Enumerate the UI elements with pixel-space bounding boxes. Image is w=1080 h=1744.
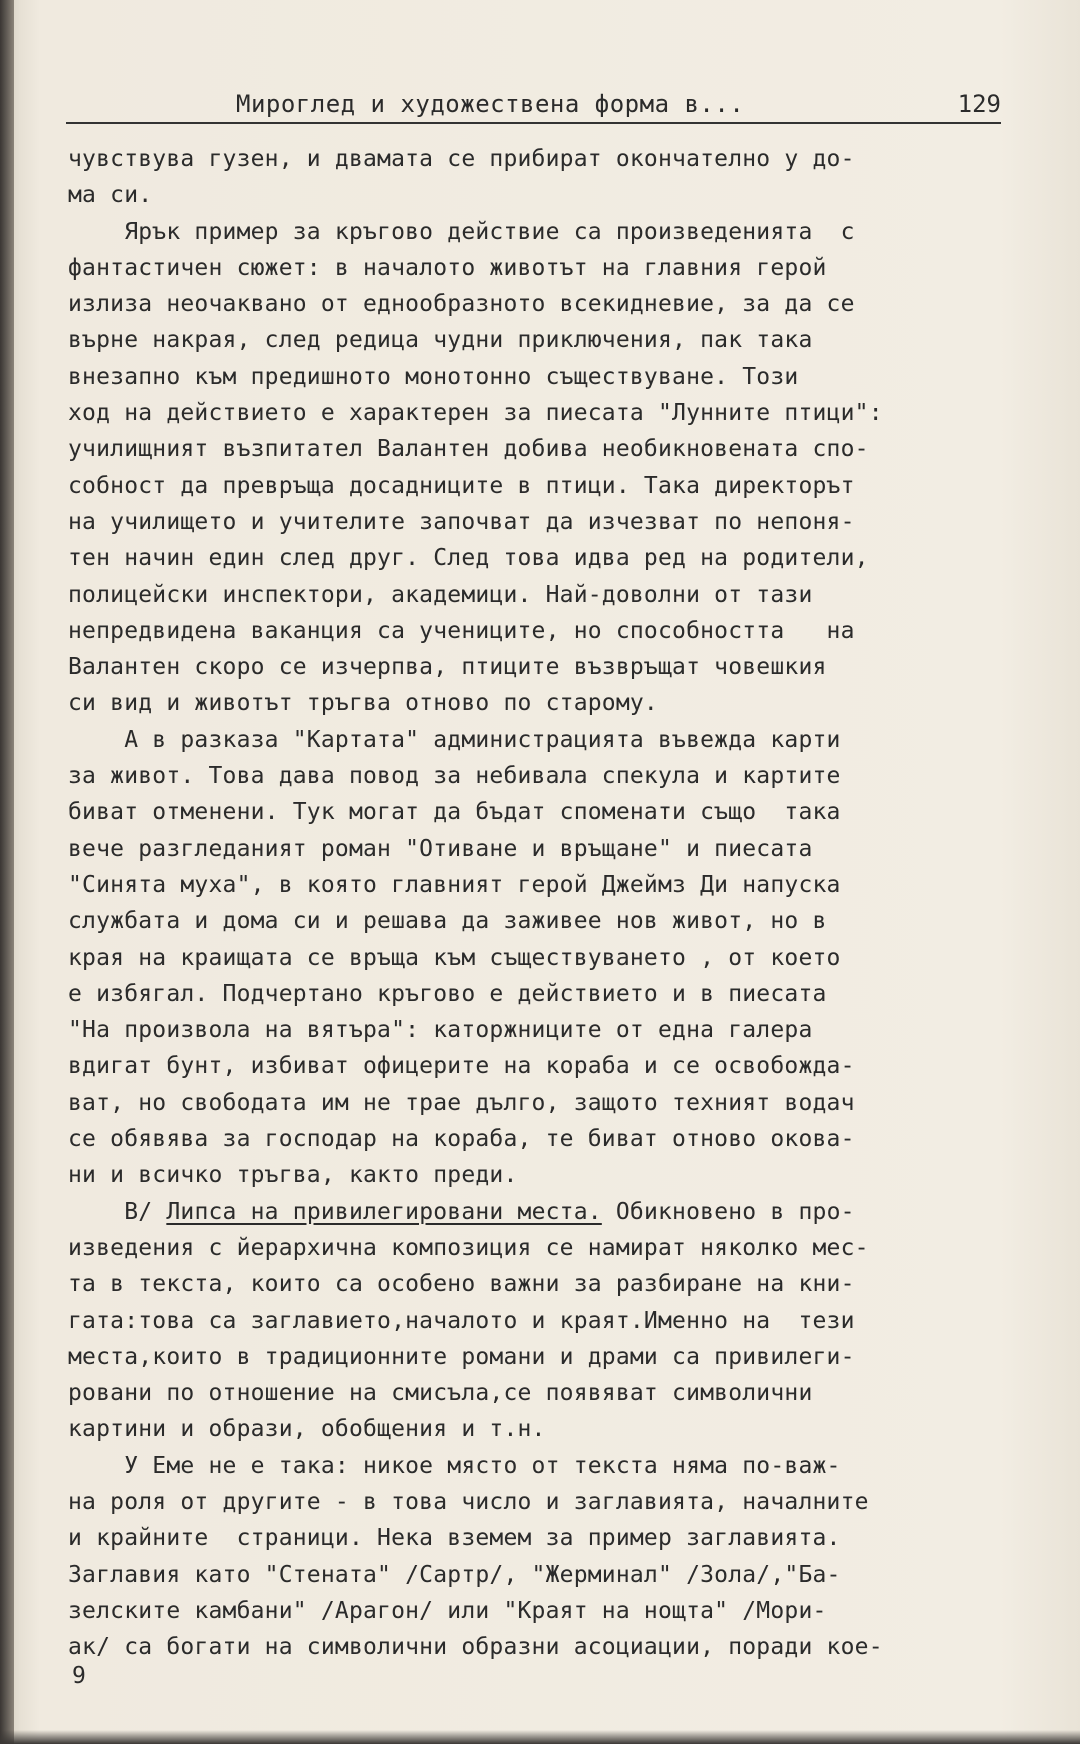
- text-line: върне накрая, след редица чудни приключения, пак така: [68, 327, 813, 354]
- text-line: "На произвола на вятъра": каторжниците от една галера: [68, 1017, 813, 1044]
- text-line: на роля от другите - в това число и заглавията, началните: [68, 1488, 869, 1515]
- text-line: У Еме не е така: никое място от текста няма по-важ-: [68, 1452, 841, 1479]
- text-line: полицейски инспектори, академици. Най-доволни от тази: [68, 581, 813, 608]
- text-line: биват отменени. Тук могат да бъдат споменати също така: [68, 799, 841, 826]
- text-line: тен начин един след друг. След това идва ред на родители,: [68, 545, 869, 572]
- text-line: на училището и учителите започват да изчезват по непоня-: [68, 508, 855, 535]
- text-line: се обявява за господар на кораба, те биват отново окова-: [68, 1126, 855, 1153]
- signature-number: 9: [72, 1663, 86, 1689]
- text-line: Заглавия като "Стената" /Сартр/, "Жерминал" /Зола/,"Ба-: [68, 1561, 841, 1588]
- text-line: и крайните страници. Нека вземем за пример заглавията.: [68, 1525, 841, 1552]
- text-line: гата:това са заглавието,началото и краят.Именно на тези: [68, 1307, 855, 1334]
- text-line: ход на действието е характерен за пиесата "Лунните птици":: [68, 400, 883, 427]
- text-line: непредвидена ваканция са учениците, но способността на: [68, 617, 855, 644]
- text-line: места,които в традиционните романи и драми са привилеги-: [68, 1343, 855, 1370]
- section-heading-line: [68, 1194, 1028, 1230]
- text-line: училищният възпитател Валантен добива необикновената спо-: [68, 436, 869, 463]
- text-line: чувствува гузен, и двамата се прибират окончателно у до-: [68, 146, 855, 172]
- running-header: [66, 86, 1001, 124]
- text-line: зелските камбани" /Арагон/ или "Краят на нощта" /Мори-: [68, 1597, 827, 1624]
- text-line: излиза неочаквано от еднообразното всекидневие, за да се: [68, 291, 855, 318]
- text-line: края на краищата се връща към съществуването , от което: [68, 944, 841, 971]
- text-line: картини и образи, обобщения и т.н.: [68, 1416, 546, 1443]
- text-line: вдигат бунт, избиват офицерите на кораба и се освобожда-: [68, 1053, 855, 1080]
- text-line: ват, но свободата им не трае дълго, защото техният водач: [68, 1089, 855, 1116]
- page-number: 129: [957, 90, 1001, 118]
- text-line: ак/ са богати на символични образни асоциации, поради кое-: [68, 1634, 883, 1661]
- section-heading-rest: Обикновено в про-: [601, 1198, 855, 1225]
- text-line: "Синята муха", в която главният герой Джеймз Ди напуска: [68, 871, 841, 898]
- section-heading: Липса на привилегировани места.: [166, 1198, 602, 1225]
- text-line: ма си.: [68, 182, 153, 209]
- body-text: [68, 141, 1028, 1665]
- book-spine-shadow: [0, 0, 14, 1744]
- text-line: та в текста, които са особено важни за разбиране на кни-: [68, 1271, 855, 1298]
- text-line: е избягал. Подчертано кръгово е действието и в пиесата: [68, 980, 827, 1007]
- text-line: Ярък пример за кръгово действие са произведенията с: [68, 218, 855, 245]
- page-bottom-shadow: [0, 1730, 1080, 1744]
- text-line: вече разгледаният роман "Отиване и връщане" и пиесата: [68, 835, 813, 862]
- running-title: Мироглед и художествена форма в...: [236, 90, 745, 118]
- text-line: А в разказа "Картата" администрацията въвежда карти: [68, 726, 841, 753]
- text-line: собност да превръща досадниците в птици. Така директорът: [68, 472, 855, 499]
- section-marker: В/: [68, 1198, 167, 1225]
- text-line: внезапно към предишното монотонно съществуване. Този: [68, 363, 799, 390]
- text-line: изведения с йерархична композиция се намират няколко мес-: [68, 1234, 869, 1261]
- text-line: фантастичен сюжет: в началото животът на главния герой: [68, 254, 827, 281]
- text-line: Валантен скоро се изчерпва, птиците възвръщат човешкия: [68, 654, 827, 681]
- text-line: за живот. Това дава повод за небивала спекула и картите: [68, 763, 841, 790]
- text-line: службата и дома си и решава да заживее нов живот, но в: [68, 908, 827, 935]
- text-line: ровани по отношение на смисъла,се появяват символични: [68, 1380, 813, 1407]
- text-line: си вид и животът тръгва отново по старому.: [68, 690, 658, 717]
- text-line: ни и всичко тръгва, както преди.: [68, 1162, 518, 1189]
